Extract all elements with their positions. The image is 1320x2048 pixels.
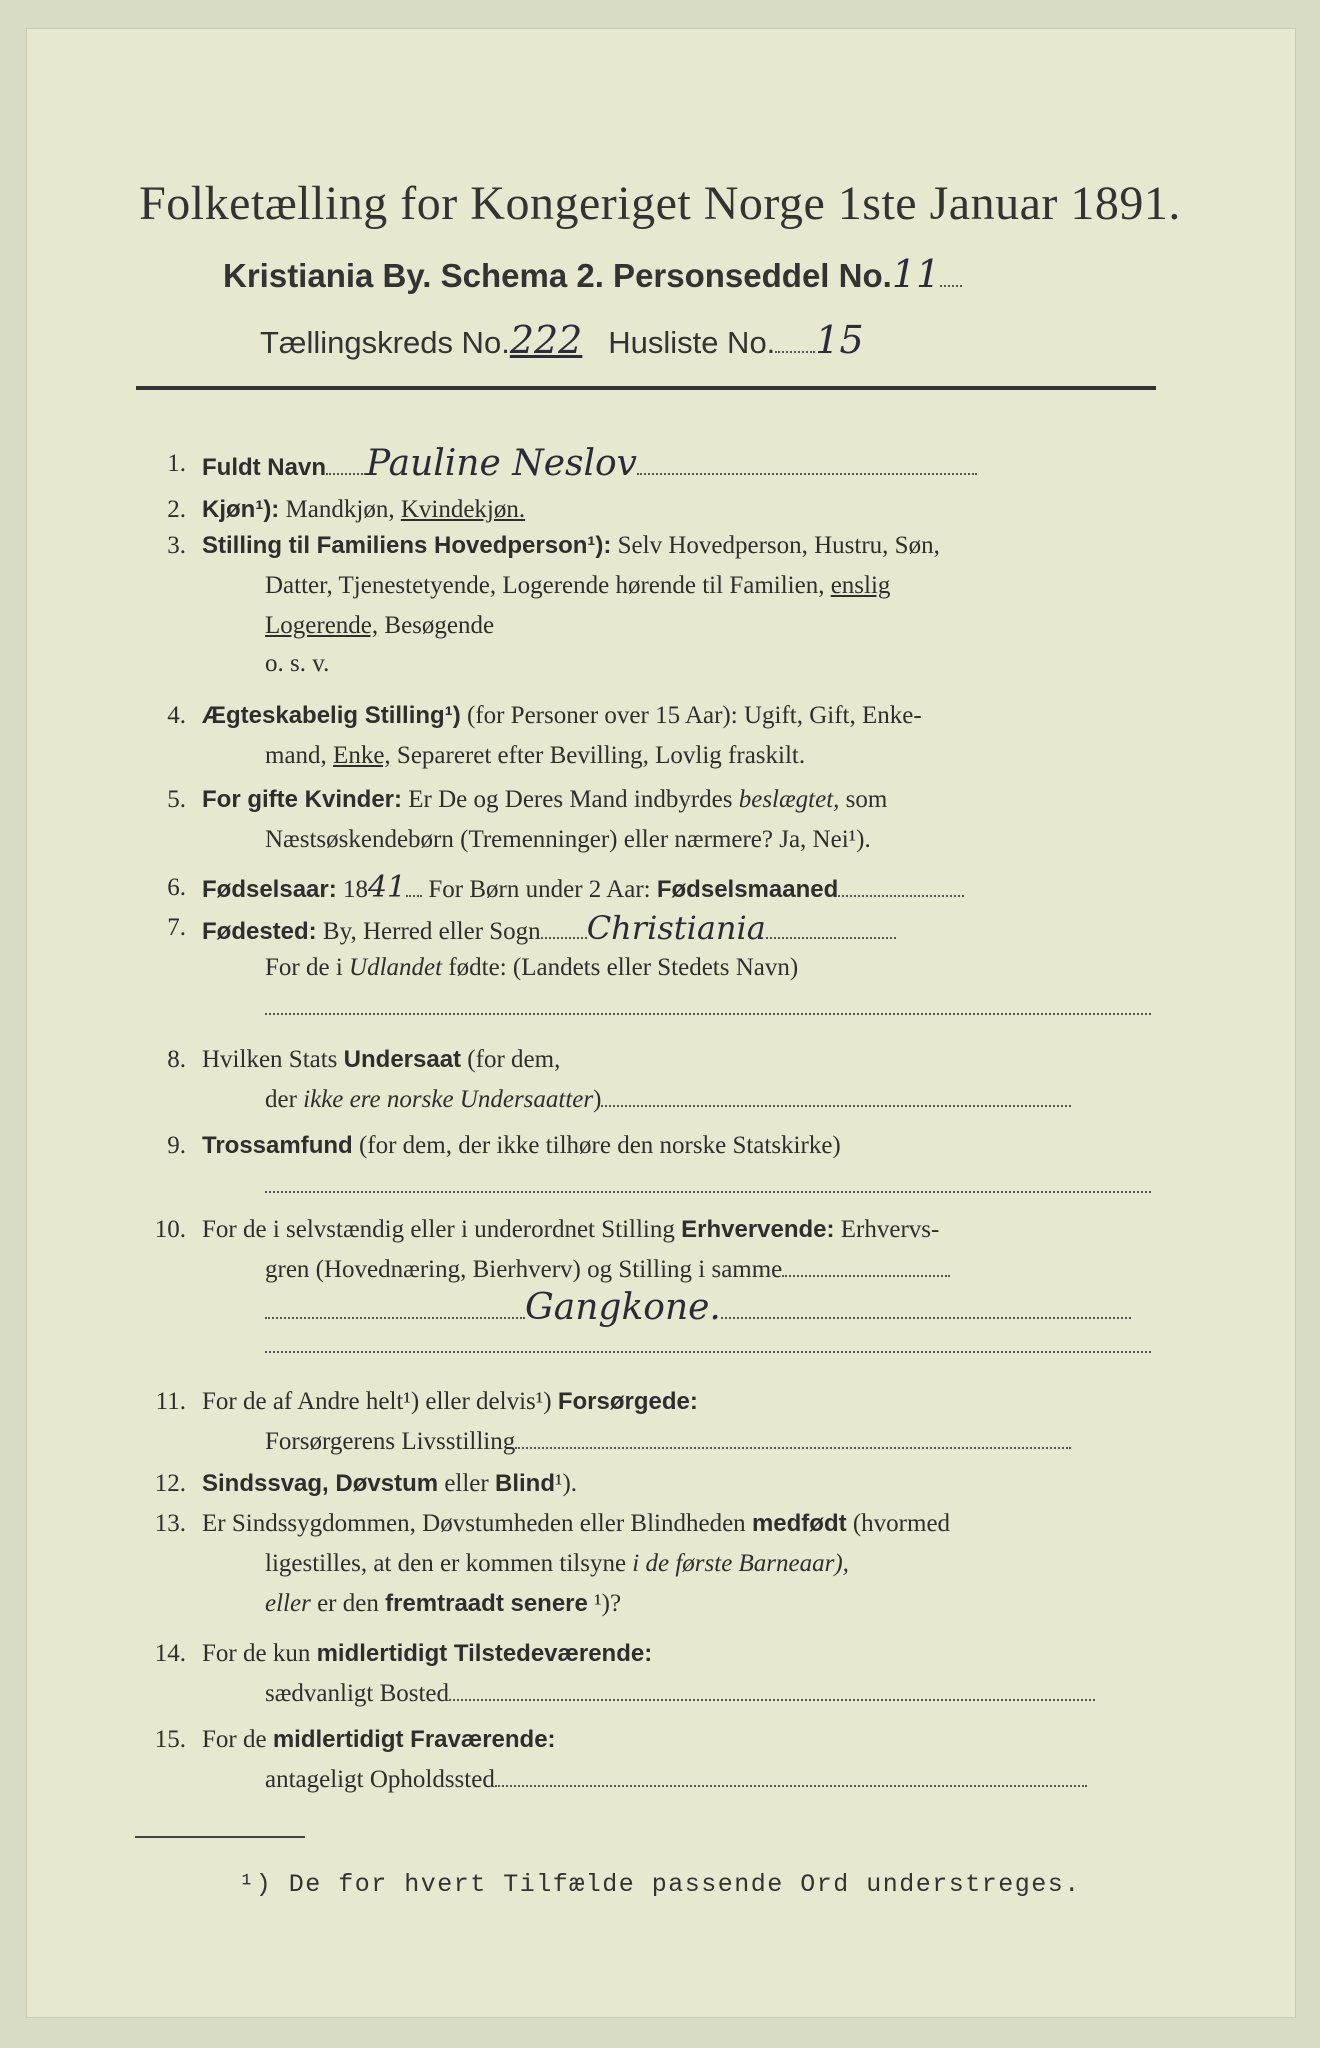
item-number: 13. [154,1510,186,1537]
dotted-line [782,1253,950,1277]
item-number: 14. [154,1640,186,1667]
selected-position: Logerende, [265,612,379,639]
dotted-line [265,1295,525,1319]
item-number: 11. [155,1388,186,1415]
item-label: Kjøn¹): [202,496,280,523]
dotted-line [766,915,896,939]
dotted-line [449,1677,1095,1701]
item-number: 8. [167,1046,186,1073]
dotted-line [265,1169,1151,1193]
schema-line-prefix: Kristiania By. Schema 2. Personseddel No. [223,257,892,294]
item-married-women: 5. For gifte Kvinder: Er De og Deres Mand indbyrdes beslægtet, som Næstsøskendebørn (Tremenninger) eller nærmere? Ja, Nei¹). [140,780,1160,860]
footnote-rule [135,1836,305,1838]
selected-position: enslig [830,572,891,599]
item-number: 2. [167,496,186,523]
occupation-value: Gangkone. [525,1287,721,1328]
item-citizenship: 8. Hvilken Stats Undersaat (for dem, der ikke ere norske Undersaatter) [140,1040,1160,1120]
item-marital-status: 4. Ægteskabelig Stilling¹) (for Personer over 15 Aar): Ugift, Gift, Enke- mand, Enke, Separeret efter Bevilling, Lovlig fraskilt. [140,696,1160,776]
item-number: 3. [167,532,186,559]
item-number: 1. [167,450,186,477]
item-label: midlertidigt Fraværende: [272,1726,556,1753]
dotted-line [406,873,422,897]
item-label: Ægteskabelig Stilling¹) [202,702,461,729]
kreds-number: 222 [509,318,583,362]
item-number: 12. [154,1470,186,1497]
item-supported: 11. For de af Andre helt¹) eller delvis¹) Forsørgede: Forsørgerens Livsstilling [140,1382,1160,1462]
item-temporary-present: 14. For de kun midlertidigt Tilstedeværende: sædvanligt Bosted [140,1634,1160,1714]
item-number: 4. [167,702,186,729]
kreds-line [260,318,864,362]
dotted-line [515,1425,1071,1449]
dotted-line [637,451,977,475]
selected-gender: Kvindekjøn. [400,496,526,523]
item-number: 5. [167,786,186,813]
schema-line [223,252,962,296]
form-title: Folketælling for Kongeriget Norge 1ste Januar 1891. [139,177,1181,230]
item-label: Forsørgede: [557,1388,698,1415]
kreds-label: Tællingskreds No. [260,325,510,360]
personseddel-number: 11 [891,252,941,296]
dotted-line [495,1763,1087,1787]
item-label: Trossamfund [202,1132,353,1159]
item-label: Fødselsaar: [202,876,337,903]
item-temporary-absent: 15. For de midlertidigt Fraværende: antageligt Opholdssted [140,1720,1160,1800]
item-number: 7. [167,914,186,941]
full-name-value: Pauline Neslov [366,443,638,484]
item-label: Erhvervende: [681,1216,835,1243]
dotted-line [541,915,587,939]
selected-marital-status: Enke, [333,742,391,769]
item-number: 10. [154,1216,186,1243]
item-congenital: 13. Er Sindssygdommen, Døvstumheden eller Blindheden medfødt (hvormed ligestilles, at den er kommen tilsyne i de første Barneaar), eller er den fremtraadt senere ¹)? [140,1504,1160,1624]
item-label: Sindssvag, Døvstum [202,1470,439,1497]
item-number: 15. [154,1726,186,1753]
dotted-line [601,1083,1071,1107]
dotted-line [326,451,366,475]
dotted-line [940,263,962,287]
dotted-line [721,1295,1131,1319]
item-birthplace: 7. Fødested: By, Herred eller Sogn Christiania For de i Udlandet fødte: (Landets eller Stedets Navn) [140,908,1160,1028]
item-family-position: 3. Stilling til Familiens Hovedperson¹): Selv Hovedperson, Hustru, Søn, Datter, Tjenestetyende, Logerende hørende til Familien, enslig Logerende, Besøgende o. s. v. [140,526,1160,696]
dotted-line [265,991,1151,1015]
item-label: For gifte Kvinder: [202,786,403,813]
item-number: 6. [167,874,186,901]
dotted-line [775,329,815,353]
footnote: ¹) De for hvert Tilfælde passende Ord understreges. [239,1870,1081,1899]
item-number: 9. [167,1132,186,1159]
dotted-line [838,873,964,897]
birthplace-value: Christiania [586,909,766,947]
husliste-label: Husliste No. [608,325,776,360]
item-label: midlertidigt Tilstedeværende: [316,1640,653,1667]
item-label: Undersaat [343,1046,462,1073]
item-label: Fuldt Navn [202,454,326,481]
item-occupation: 10. For de i selvstændig eller i underordnet Stilling Erhvervende: Erhvervs- gren (Hovednæring, Bierhverv) og Stilling i samme Gangkone. [140,1210,1160,1340]
birth-year-value: 41 [367,870,407,905]
item-label: medfødt [751,1510,847,1537]
dotted-line [265,1329,1151,1353]
header-rule [136,386,1156,390]
husliste-number: 15 [815,318,864,362]
item-label: Fødested: [202,918,317,945]
item-religion: 9. Trossamfund (for dem, der ikke tilhøre den norske Statskirke) [140,1126,1160,1206]
item-label: Stilling til Familiens Hovedperson¹): [202,532,612,559]
item-full-name [140,444,1160,492]
